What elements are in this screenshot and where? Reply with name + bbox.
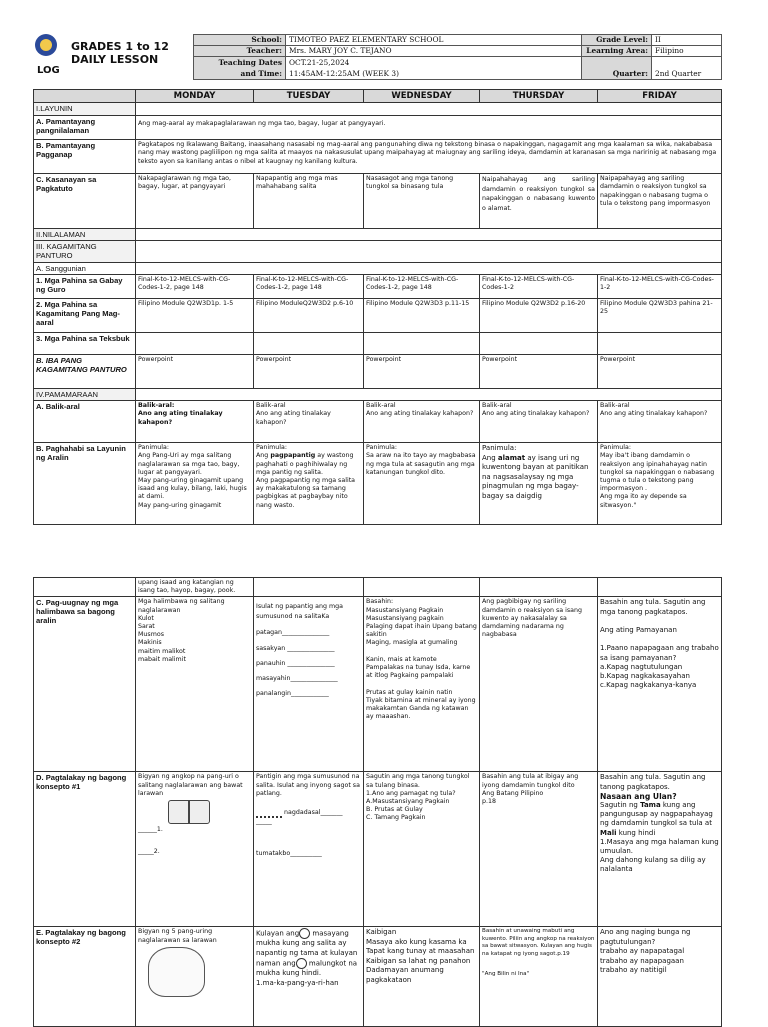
gabay-mon: Final-K-to-12-MELCS-with-CG-Codes-1-2, page 148: [136, 275, 254, 299]
teacher-label: Teacher:: [194, 46, 286, 57]
title-line-2: DAILY LESSON: [71, 53, 159, 66]
iba-mon: Powerpoint: [136, 355, 254, 389]
module-mon: Filipino Module Q2W3D1p. 1-5: [136, 299, 254, 333]
section-nilalaman: II.NILALAMAN: [34, 229, 136, 241]
label-gabay-ng-guro: 1. Mga Pahina sa Gabay ng Guro: [34, 275, 136, 299]
cont-wed: [364, 578, 480, 597]
paghahabi-mon: Panimula: Ang Pang-Uri ay mga salitang naglalarawan sa mga tao, bagy, lugar at pangyayari. May pang-uring ginagamit upang isaad ang kulay, bilang, laki, hugis at dami. May pang-uring ginagamit: [136, 443, 254, 525]
label-iba-pang-kagamitan: B. IBA PANG KAGAMITANG PANTURO: [34, 355, 136, 389]
iba-thu: Powerpoint: [480, 355, 598, 389]
kasanayan-thu: Naipahahayag ang sariling damdamin o reaksiyon tungkol sa napakinggan o nabasang kuwento o alamat.: [480, 174, 598, 229]
label-pag-uugnay: C. Pag-uugnay ng mga halimbawa sa bagong aralin: [34, 597, 136, 772]
school-label: School:: [194, 35, 286, 46]
pamantayang-pangnilalaman-text: Ang mag-aaral ay makapaglalarawan ng mga tao, bagay, lugar at pangyayari.: [136, 116, 722, 140]
pagtalakay-2-fri: Ano ang naging bunga ng pagtutulungan? trabaho ay napapatagal trabaho ay napapagaan trabaho ay natitigil: [598, 927, 722, 1027]
pagtalakay-1-thu: Basahin ang tula at ibigay ang iyong damdamin tungkol dito Ang Batang Pilipino p.18: [480, 772, 598, 927]
balik-aral-tue: Balik-aral Ano ang ating tinalakay kahapon?: [254, 401, 364, 443]
section-pamamaraan: IV.PAMAMARAAN: [34, 389, 136, 401]
iba-tue: Powerpoint: [254, 355, 364, 389]
paghahabi-fri: Panimula: May iba't ibang damdamin o reaksiyon ang ipinahahayag natin tungkol sa napakinggan o nabasang tugma o tula o tekstong pang impormasyon . Ang mga ito ay depende sa sitwasyon.": [598, 443, 722, 525]
label-teksbuk: 3. Mga Pahina sa Teksbuk: [34, 333, 136, 355]
area-value: Filipino: [652, 46, 722, 57]
label-pagtalakay-1: D. Pagtalakay ng bagong konsepto #1: [34, 772, 136, 927]
pag-uugnay-fri: Basahin ang tula. Sagutin ang mga tanong pagkatapos. Ang ating Pamayanan 1.Paano napapagaan ang trabaho sa isang pamayanan? a.Kapag nagtutulungan b.Kapag nagkakasayahan c.Kapag nagkakanya-kanya: [598, 597, 722, 772]
cont-label-blank: [34, 578, 136, 597]
balik-aral-fri: Balik-aral Ano ang ating tinalakay kahapon?: [598, 401, 722, 443]
title-line-1: GRADES 1 to 12: [71, 40, 169, 53]
teacher-value: Mrs. MARY JOY C. TEJANO: [286, 46, 582, 57]
pagtalakay-1-mon: Bigyan ng angkop na pang-uri o salitang naglalarawan ang bawat larawan ______1. _____2.: [136, 772, 254, 927]
section-layunin: I.LAYUNIN: [34, 103, 136, 116]
module-thu: Filipino Module Q2W3D2 p.16-20: [480, 299, 598, 333]
day-wednesday: WEDNESDAY: [364, 90, 480, 103]
module-fri: Filipino Module Q2W3D3 pahina 21-25: [598, 299, 722, 333]
gabay-tue: Final-K-to-12-MELCS-with-CG-Codes-1-2, page 148: [254, 275, 364, 299]
quarter-label: Quarter:: [582, 57, 652, 80]
teksbuk-fri: [598, 333, 722, 355]
nilalaman-blank: [136, 229, 722, 241]
paghahabi-wed: Panimula: Sa araw na ito tayo ay magbabasa ng mga tula at sasagutin ang mga katanungan tungkol dito.: [364, 443, 480, 525]
cont-mon: upang isaad ang katangian ng isang tao, hayop, bagay, pook.: [136, 578, 254, 597]
layunin-blank: [136, 103, 722, 116]
grade-label: Grade Level:: [582, 35, 652, 46]
label-pamantayang-pagganap: B. Pamantayang Pagganap: [34, 140, 136, 174]
sad-face-icon: [296, 958, 307, 969]
book-icon: [168, 800, 210, 824]
title-line-3: LOG: [37, 65, 60, 76]
lesson-table-continued: [33, 577, 722, 1027]
label-pagtalakay-2: E. Pagtalakay ng bagong konsepto #2: [34, 927, 136, 1027]
dates-value: OCT.21-25,2024 11:45AM-12:25AM (WEEK 3): [286, 57, 582, 80]
cont-tue: [254, 578, 364, 597]
pagtalakay-2-tue: Kulayan ang masayang mukha kung ang salita ay napantig ng tama at kulayan naman ang malungkot na mukha kung hindi. 1.ma-ka-pang-ya-ri-han: [254, 927, 364, 1027]
grade-value: II: [652, 35, 722, 46]
label-kasanayan: C. Kasanayan sa Pagkatuto: [34, 174, 136, 229]
module-tue: Filipino ModuleQ2W3D2 p.6-10: [254, 299, 364, 333]
label-balik-aral: A. Balik-aral: [34, 401, 136, 443]
pag-uugnay-wed: Basahin: Masustansiyang Pagkain Masustansiyang pagkain Palaging dapat ihain Upang batang sakitin Maging, masigla at gumaling Kanin, mais at kamote Pampalakas na tunay Isda, karne at itlog Pagkaing pampalaki Prutas at gulay kainin natin Tiyak bitamina at mineral ay iyong makakamtan Ganda ng katawan ay maaashan.: [364, 597, 480, 772]
section-kagamitang-panturo: III. KAGAMITANG PANTURO: [34, 241, 136, 263]
day-thursday: THURSDAY: [480, 90, 598, 103]
corner-cell: [34, 90, 136, 103]
iba-fri: Powerpoint: [598, 355, 722, 389]
praying-child-icon: [256, 806, 282, 818]
balik-aral-wed: Balik-aral Ano ang ating tinalakay kahapon?: [364, 401, 480, 443]
happy-face-icon: [299, 928, 310, 939]
dates-label: Teaching Dates and Time:: [194, 57, 286, 80]
paghahabi-thu: Panimula: Ang alamat ay isang uri ng kuwentong bayan at panitikan na nagsasalaysay ng mga pinagmulan ng mga bagay-bagay sa daigdig: [480, 443, 598, 525]
pagtalakay-2-mon: Bigyan ng 5 pang-uring naglalarawan sa larawan: [136, 927, 254, 1027]
deped-seal-icon: [35, 34, 57, 56]
gabay-fri: Final-K-to-12-MELCS-with-CG-Codes-1-2: [598, 275, 722, 299]
pagtalakay-2-wed: Kaibigan Masaya ako kung kasama ka Tapat kang tunay at maasahan Kaibigan sa lahat ng panahon Dadamayan anumang pagkakataon: [364, 927, 480, 1027]
pamamaraan-blank: [136, 389, 722, 401]
lesson-table-page-1: [33, 89, 721, 525]
pamantayang-pagganap-text: Pagkatapos ng Ikalawang Baitang, inaasahang nasasabi ng mag-aaral ang pangunahing diwa ng tekstong binasa o napakinggan, nagagamit ang mga kaalaman sa wika, nakababasa nang may wastong pagliilipon ng mga salita at maayos na nakasusulat upang maipahayag at maiugnay ang sariling ideya, damdamin at karanasan sa mga naririnig at nabasang mga teksto ayon sa kanilang antas o nibel at kaugnay ng kanilang kultura.: [136, 140, 722, 174]
logo-block: [33, 34, 193, 78]
sanggunian-blank: [136, 263, 722, 275]
header-info-table: [193, 34, 722, 80]
teksbuk-mon: [136, 333, 254, 355]
label-kagamitang-pang-mag-aaral: 2. Mga Pahina sa Kagamitang Pang Mag- aaral: [34, 299, 136, 333]
gabay-thu: Final-K-to-12-MELCS-with-CG-Codes-1-2: [480, 275, 598, 299]
paghahabi-tue: Panimula: Ang pagpapantig ay wastong paghahati o paghihiwalay ng mga pantig ng salita. Ang pagpapantig ng mga salita ay makakatulong sa tamang pagbigkas at pagbaybay nito nang wasto.: [254, 443, 364, 525]
label-pamantayang-pangnilalaman: A. Pamantayang pangnilalaman: [34, 116, 136, 140]
kasanayan-wed: Nasasagot ang mga tanong tungkol sa binasang tula: [364, 174, 480, 229]
kasanayan-mon: Nakapaglarawan ng mga tao, bagay, lugar, at pangyayari: [136, 174, 254, 229]
teksbuk-thu: [480, 333, 598, 355]
lion-icon: [148, 947, 205, 997]
school-value: TIMOTEO PAEZ ELEMENTARY SCHOOL: [286, 35, 582, 46]
pag-uugnay-mon: Mga halimbawa ng salitang naglalarawan Kulot Sarat Musmos Makinis maitim malikot mabait malimit: [136, 597, 254, 772]
pagtalakay-1-fri: Basahin ang tula. Sagutin ang tanong pagkatapos. Nasaan ang Ulan? Sagutin ng Tama kung ang pangungusap ay nagpapahayag ng damdamin tungkol sa tula at Mali kung hindi 1.Masaya ang mga halaman kung umuulan. Ang dahong kulang sa dilig ay nalalanta: [598, 772, 722, 927]
day-monday: MONDAY: [136, 90, 254, 103]
pag-uugnay-thu: Ang pagbibigay ng sariling damdamin o reaksiyon sa isang kuwento ay nakasalalay sa damdaming nadarama ng nagbabasa: [480, 597, 598, 772]
module-wed: Filipino Module Q2W3D3 p.11-15: [364, 299, 480, 333]
day-tuesday: TUESDAY: [254, 90, 364, 103]
pagtalakay-1-tue: Pantigin ang mga sumusunod na salita. Isulat ang inyong sagot sa patlang. nagdadasal_______ _____ tumatakbo__________: [254, 772, 364, 927]
teksbuk-tue: [254, 333, 364, 355]
quarter-value: 2nd Quarter: [652, 57, 722, 80]
pagtalakay-1-wed: Sagutin ang mga tanong tungkol sa tulang binasa. 1.Ano ang pamagat ng tula? A.Masustansiyang Pagkain B. Prutas at Gulay C. Tamang Pagkain: [364, 772, 480, 927]
iba-wed: Powerpoint: [364, 355, 480, 389]
teksbuk-wed: [364, 333, 480, 355]
pag-uugnay-tue: Isulat ng papantig ang mga sumusunod na salitaKa patagan_______________ sasakyan _______________ panauhin _______________ masayahin_______________ panalangin____________: [254, 597, 364, 772]
area-label: Learning Area:: [582, 46, 652, 57]
dll-header: [33, 34, 721, 78]
gabay-wed: Final-K-to-12-MELCS-with-CG-Codes-1-2, page 148: [364, 275, 480, 299]
label-paghahabi: B. Paghahabi sa Layunin ng Aralin: [34, 443, 136, 525]
lesson-table: [33, 89, 722, 525]
cont-fri: [598, 578, 722, 597]
day-friday: FRIDAY: [598, 90, 722, 103]
kagamitan-blank: [136, 241, 722, 263]
pagtalakay-2-thu: Basahin at unawaing mabuti ang kuwento. Piliin ang angkop na reaksiyon sa bawat sitwasyon. Kulayan ang hugis na katapat ng iyong sagot.p.19 "Ang Bilin ni Ina": [480, 927, 598, 1027]
balik-aral-mon: Balik-aral: Ano ang ating tinalakay kahapon?: [136, 401, 254, 443]
kasanayan-fri: Naipapahayag ang sariling damdamin o reaksiyon tungkol sa napakinggan o nabasang tugma o tula o tekstong pang impormasyon: [598, 174, 722, 229]
cont-thu: [480, 578, 598, 597]
balik-aral-thu: Balik-aral Ano ang ating tinalakay kahapon?: [480, 401, 598, 443]
label-sanggunian: A. Sanggunian: [34, 263, 136, 275]
lesson-table-page-2: [33, 577, 721, 1027]
kasanayan-tue: Napapantig ang mga mas mahahabang salita: [254, 174, 364, 229]
